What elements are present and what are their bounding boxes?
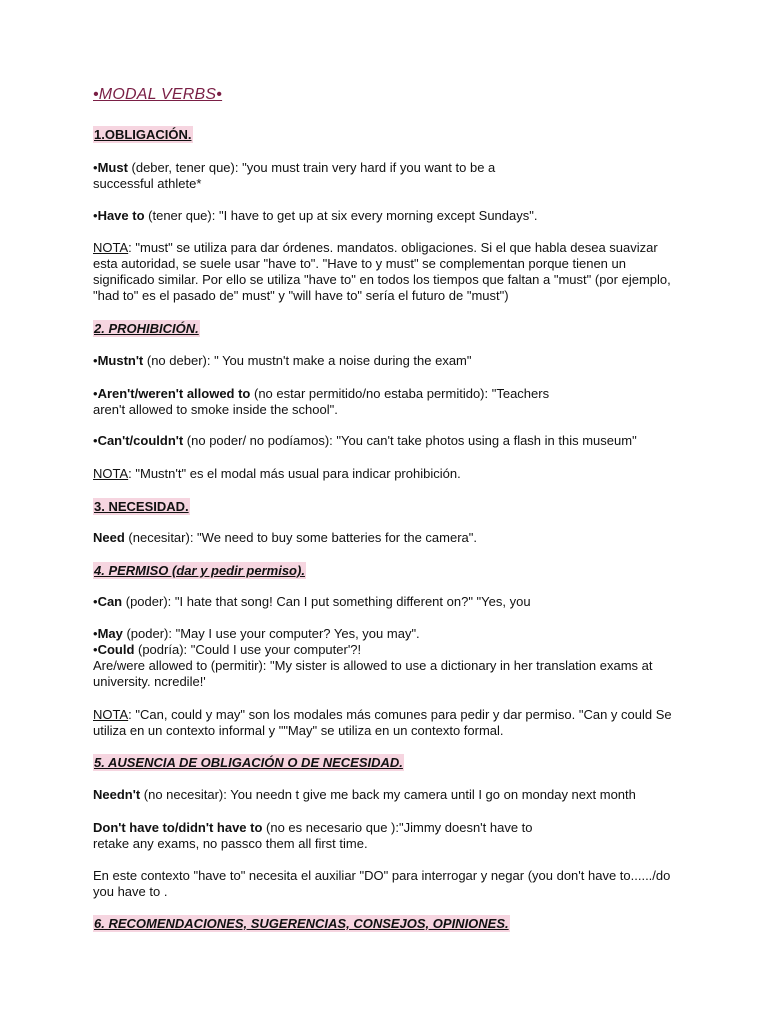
- term-neednt: Needn't: [93, 787, 141, 802]
- paragraph-line: [93, 386, 683, 402]
- paragraph-line: [93, 240, 683, 256]
- term-must: Must: [97, 160, 128, 175]
- bullet: •: [93, 353, 98, 368]
- paragraph-need: [93, 530, 683, 546]
- document-title: •MODAL VERBS•: [93, 86, 223, 103]
- paragraph-may-could: [93, 626, 683, 690]
- bullet: •: [93, 594, 98, 609]
- note-prohibicion: [93, 466, 683, 482]
- note-text: : "must" se utiliza para dar órdenes. mandatos. obligaciones. Si el que habla desea suavizar: [128, 240, 658, 255]
- paragraph-line: Are/were allowed to (permitir): "My sister is allowed to use a dictionary in her translation exams at: [93, 658, 653, 673]
- bullet: •: [93, 626, 98, 641]
- section-heading-obligacion: 1.OBLIGACIÓN.: [94, 127, 192, 142]
- section-heading-ausencia: 5. AUSENCIA DE OBLIGACIÓN O DE NECESIDAD.: [94, 755, 403, 770]
- definition-text: (tener que): "I have to get up at six every morning except Sundays".: [144, 208, 538, 223]
- definition-text: (poder): "I hate that song! Can I put something different on?" "Yes, you: [122, 594, 531, 609]
- paragraph-line: [93, 160, 683, 176]
- term-can: Can: [97, 594, 123, 609]
- note-text: : "Mustn't" es el modal más usual para indicar prohibición.: [128, 466, 461, 481]
- paragraph-can: [93, 594, 683, 610]
- term-mustnt: Mustn't: [97, 353, 144, 368]
- paragraph-line: [93, 820, 683, 836]
- definition-text: (no necesitar): You needn t give me back my camera until I go on monday next month: [140, 787, 636, 802]
- paragraph-line: esta autoridad, se suele usar "have to". "Have to y must" se complementan porque tienen un: [93, 256, 626, 271]
- term-arent-allowed: Aren't/weren't allowed to: [97, 386, 251, 401]
- paragraph-must: [93, 160, 683, 192]
- section-heading-recomendaciones: 6. RECOMENDACIONES, SUGERENCIAS, CONSEJOS, OPINIONES.: [94, 916, 509, 931]
- paragraph-line: retake any exams, no passco them all first time.: [93, 836, 368, 851]
- definition-text: (deber, tener que): "you must train very hard if you want to be a: [127, 160, 496, 175]
- bullet: •: [93, 208, 98, 223]
- note-text: : "Can, could y may" son los modales más comunes para pedir y dar permiso. "Can y could Se: [128, 707, 672, 722]
- paragraph-line: you have to .: [93, 884, 168, 899]
- section-heading-permiso: 4. PERMISO (dar y pedir permiso).: [94, 563, 305, 578]
- section-heading-prohibicion: 2. PROHIBICIÓN.: [94, 321, 199, 336]
- bullet: •: [93, 433, 98, 448]
- term-cant: Can't/couldn't: [97, 433, 184, 448]
- paragraph-mustnt: [93, 353, 683, 369]
- definition-text: (no deber): " You mustn't make a noise during the exam": [143, 353, 472, 368]
- paragraph-line: [93, 642, 683, 658]
- definition-text: (necesitar): "We need to buy some batteries for the camera".: [124, 530, 478, 545]
- definition-text: (podría): "Could I use your computer'?!: [134, 642, 362, 657]
- paragraph-line: university. ncredile!': [93, 674, 206, 689]
- paragraph-line: aren't allowed to smoke inside the school".: [93, 402, 338, 417]
- paragraph-dont-have-to: [93, 820, 683, 852]
- paragraph-neednt: [93, 787, 683, 803]
- note-label: NOTA: [93, 707, 129, 722]
- note-obligacion: [93, 240, 683, 304]
- paragraph-have-to: [93, 208, 683, 224]
- paragraph-line: "had to" es el pasado de" must" y "will have to" sería el futuro de "must"): [93, 288, 509, 303]
- paragraph-context: [93, 868, 683, 900]
- paragraph-line: En este contexto "have to" necesita el auxiliar "DO" para interrogar y negar (you don't have to....../do: [93, 868, 671, 883]
- paragraph-line: significado similar. Por ello se utiliza "have to" en todos los tiempos que faltan a "must" (por ejemplo,: [93, 272, 671, 287]
- note-permiso: [93, 707, 683, 739]
- bullet: •: [93, 386, 98, 401]
- paragraph-line: utiliza en un contexto informal y ""May" se utiliza en un contexto formal.: [93, 723, 504, 738]
- note-label: NOTA: [93, 466, 129, 481]
- paragraph-arent-allowed: [93, 386, 683, 418]
- definition-text: (poder): "May I use your computer? Yes, you may".: [122, 626, 420, 641]
- term-need: Need: [93, 530, 125, 545]
- bullet: •: [93, 642, 98, 657]
- definition-text: (no poder/ no podíamos): "You can't take photos using a flash in this museum": [183, 433, 637, 448]
- definition-text: (no es necesario que ):"Jimmy doesn't have to: [262, 820, 533, 835]
- bullet: •: [93, 160, 98, 175]
- paragraph-line: [93, 626, 683, 642]
- section-heading-necesidad: 3. NECESIDAD.: [94, 499, 189, 514]
- paragraph-line: [93, 707, 683, 723]
- note-label: NOTA: [93, 240, 129, 255]
- definition-text: (no estar permitido/no estaba permitido): "Teachers: [250, 386, 550, 401]
- paragraph-line: successful athlete*: [93, 176, 202, 191]
- term-dont-have-to: Don't have to/didn't have to: [93, 820, 263, 835]
- paragraph-cant: [93, 433, 683, 449]
- term-have-to: Have to: [97, 208, 145, 223]
- term-could: Could: [97, 642, 135, 657]
- term-may: May: [97, 626, 123, 641]
